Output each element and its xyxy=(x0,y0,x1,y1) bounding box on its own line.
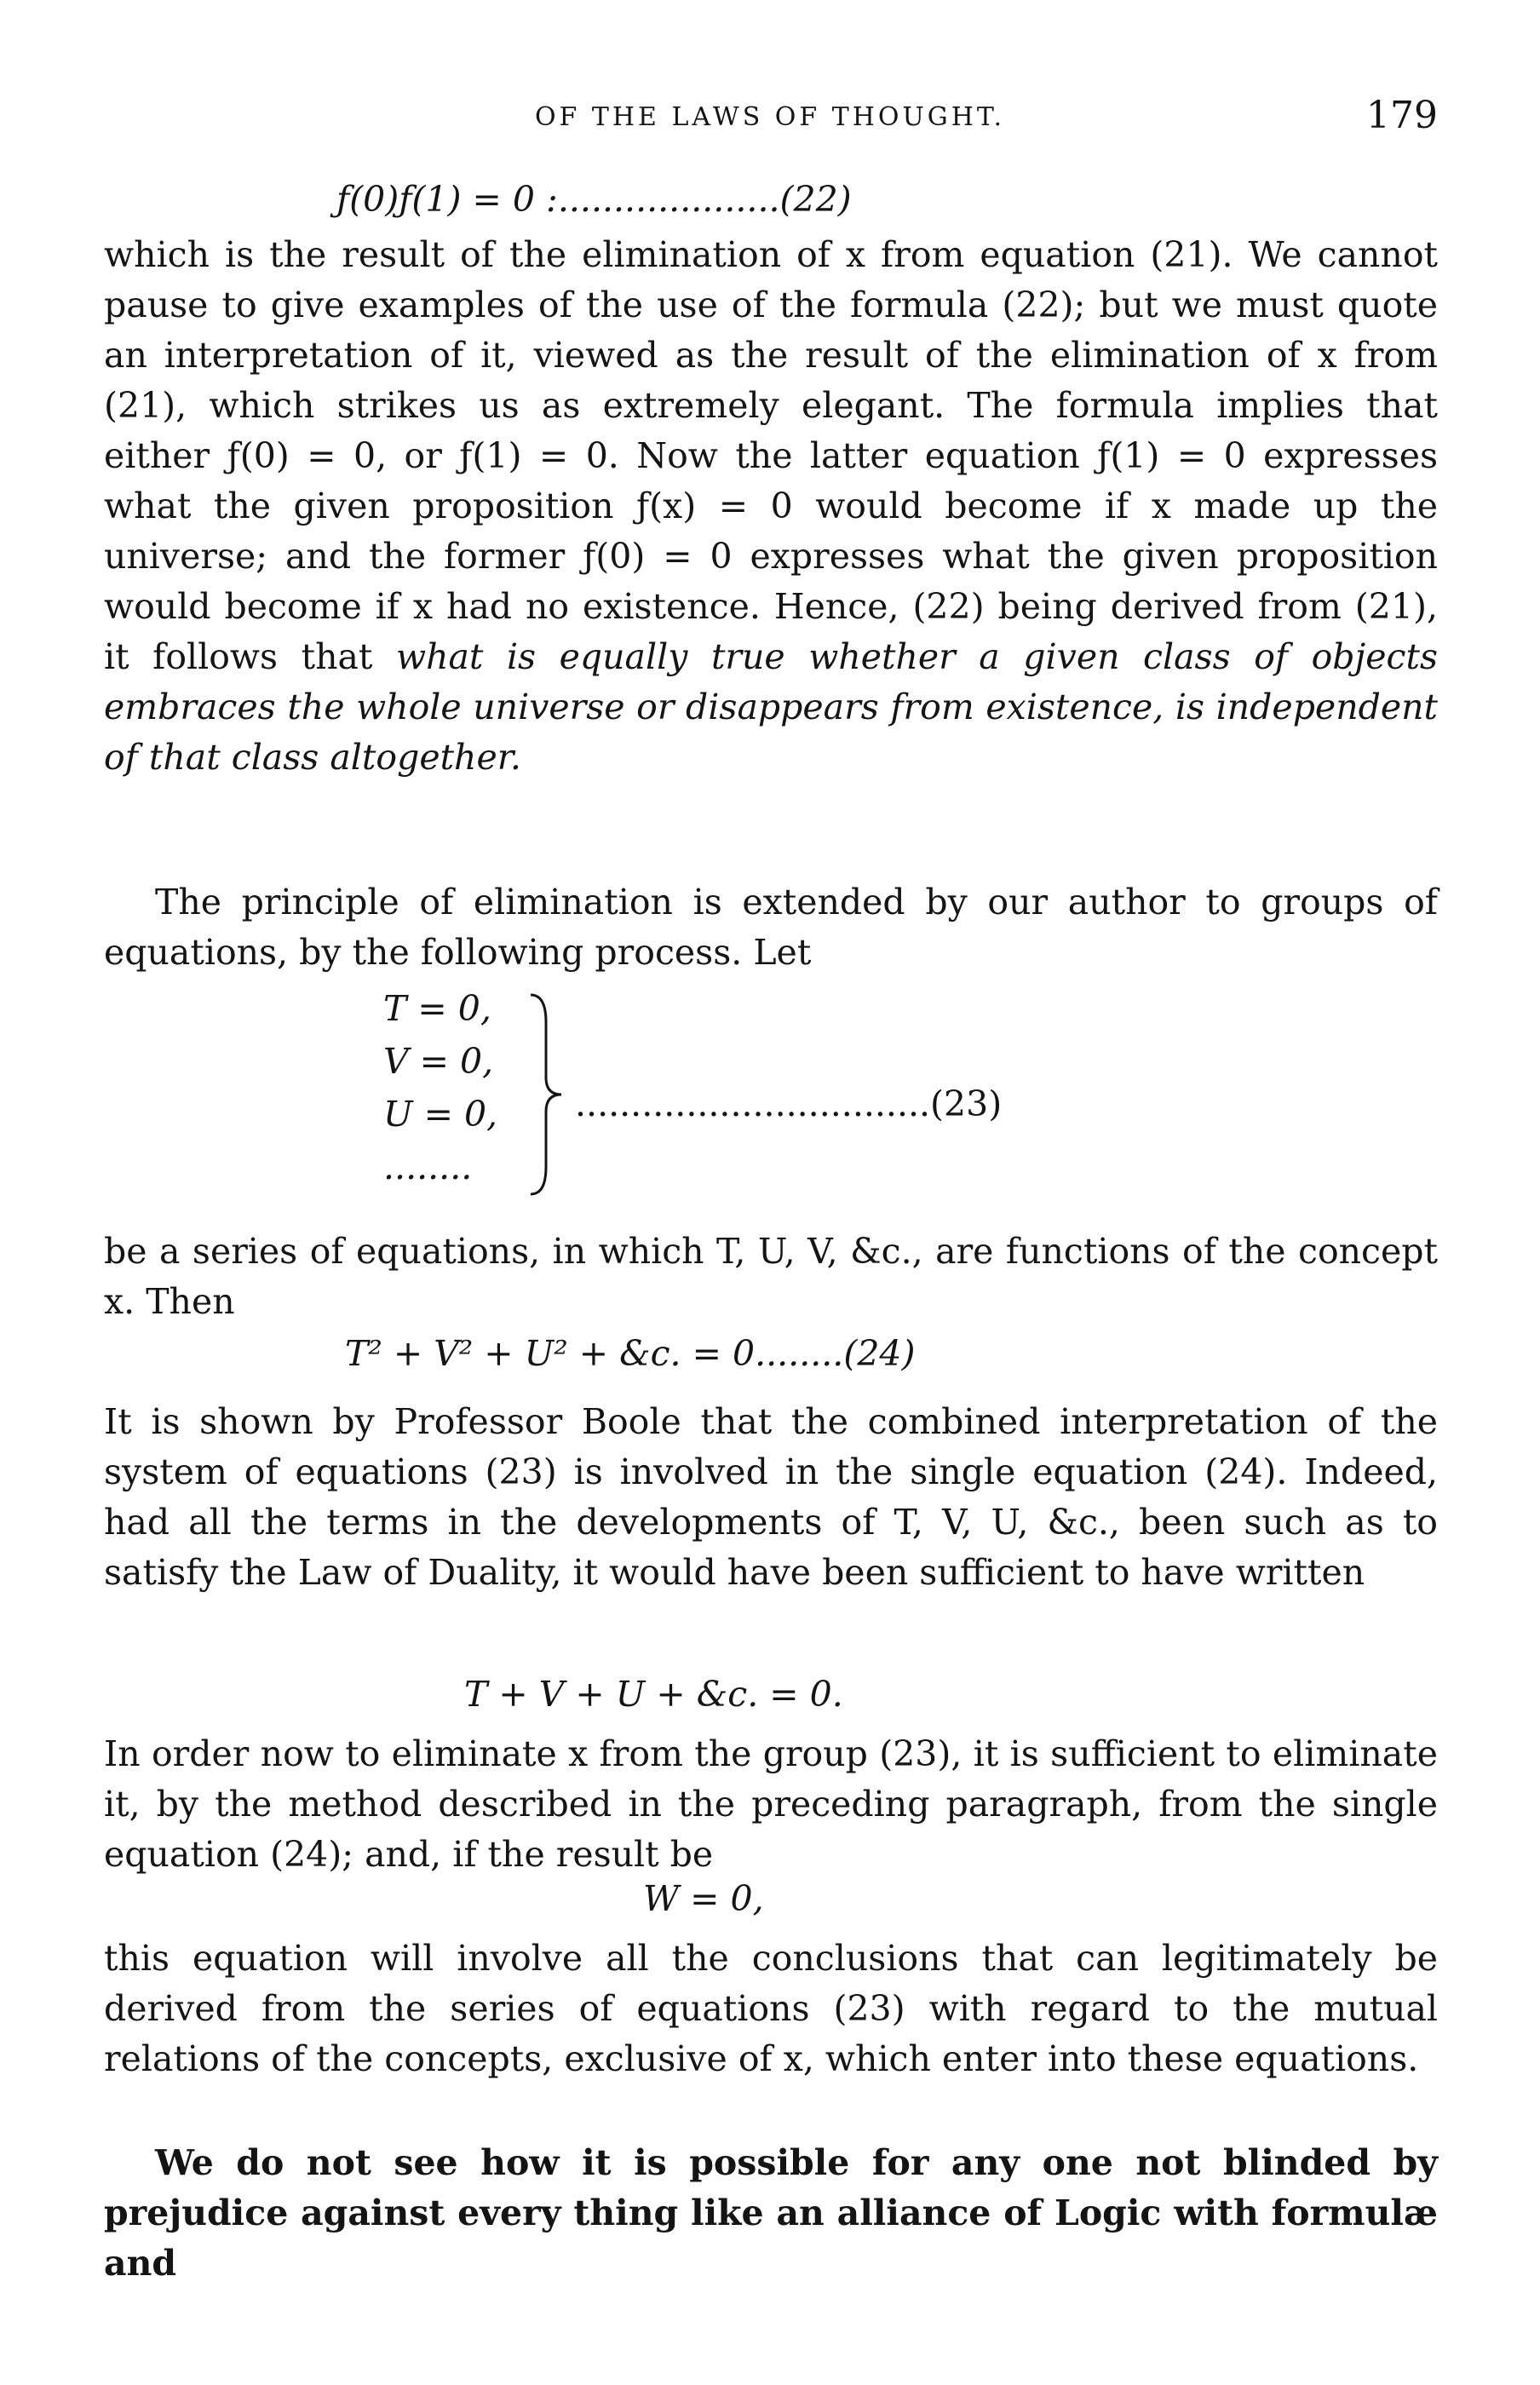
paragraph-conclusions: this equation will involve all the conclusions that can legitimately be derived from the series of equations (23) with regard to the mutual relations of the concepts, exclusive of x, which enter into these equations. xyxy=(104,1938,1438,2079)
equation-line-t: T = 0, xyxy=(383,988,491,1029)
paragraph-text: which is the result of the elimination of x from equation (21). We cannot pause to give examples of the use of the formula (22); but we must quote an interpretation of it, viewed as the result of the elimination of x from (21), which strikes us as extremely elegant. The formula implies that either ƒ(0) = 0, or ƒ(1) = 0. Now the latter equation ƒ(1) = 0 expresses what the given proposition ƒ(x) = 0 would become if x made up the universe; and the former ƒ(0) = 0 expresses what the given proposition would become if x had no existence. Hence, (22) being derived from (21), it follows that xyxy=(104,234,1438,677)
italic-conclusion: what is equally true whether a given class of objects embraces the whole universe or disappears from existence, is independent of that class altogether. xyxy=(104,636,1438,778)
equation-line-u: U = 0, xyxy=(383,1094,498,1135)
equation-24: T² + V² + U² + &c. = 0........(24) xyxy=(345,1333,916,1374)
equation-sum: T + V + U + &c. = 0. xyxy=(464,1674,843,1715)
paragraph-groups-of-equations: The principle of elimination is extended by our author to groups of equations, by the following process. Let xyxy=(104,882,1438,973)
right-brace-icon xyxy=(524,988,566,1201)
equation-line-ellipsis: ........ xyxy=(383,1147,473,1187)
equation-w: W = 0, xyxy=(643,1878,764,1919)
paragraph-prejudice: We do not see how it is possible for any one not blinded by prejudice against every thing like an alliance of Logic with formulæ and xyxy=(104,2142,1438,2284)
paragraph-eliminate-x: In order now to eliminate x from the group (23), it is sufficient to eliminate it, by the method described in the preceding paragraph, from the single equation (24); and, if the result be xyxy=(104,1733,1438,1875)
running-head: OF THE LAWS OF THOUGHT. xyxy=(534,102,1006,132)
page-number: 179 xyxy=(1366,94,1438,137)
equation-23-label: ................................(23) xyxy=(575,1083,1003,1124)
page-header xyxy=(102,94,1438,145)
paragraph-elimination-interpretation xyxy=(104,230,1438,783)
equation-line-v: V = 0, xyxy=(383,1041,494,1082)
equation-group-23 xyxy=(383,988,1235,1244)
paragraph-combined-interpretation: It is shown by Professor Boole that the combined interpretation of the system of equations (23) is involved in the single equation (24). Indeed, had all the terms in the developments of T, V, U, &c., been such as to satisfy the Law of Duality, it would have been sufficient to have written xyxy=(104,1401,1438,1593)
equation-22: ƒ(0)ƒ(1) = 0 :....................(22) xyxy=(336,179,852,220)
paragraph-series-of-equations: be a series of equations, in which T, U, V, &c., are functions of the concept x. Then xyxy=(104,1231,1438,1322)
